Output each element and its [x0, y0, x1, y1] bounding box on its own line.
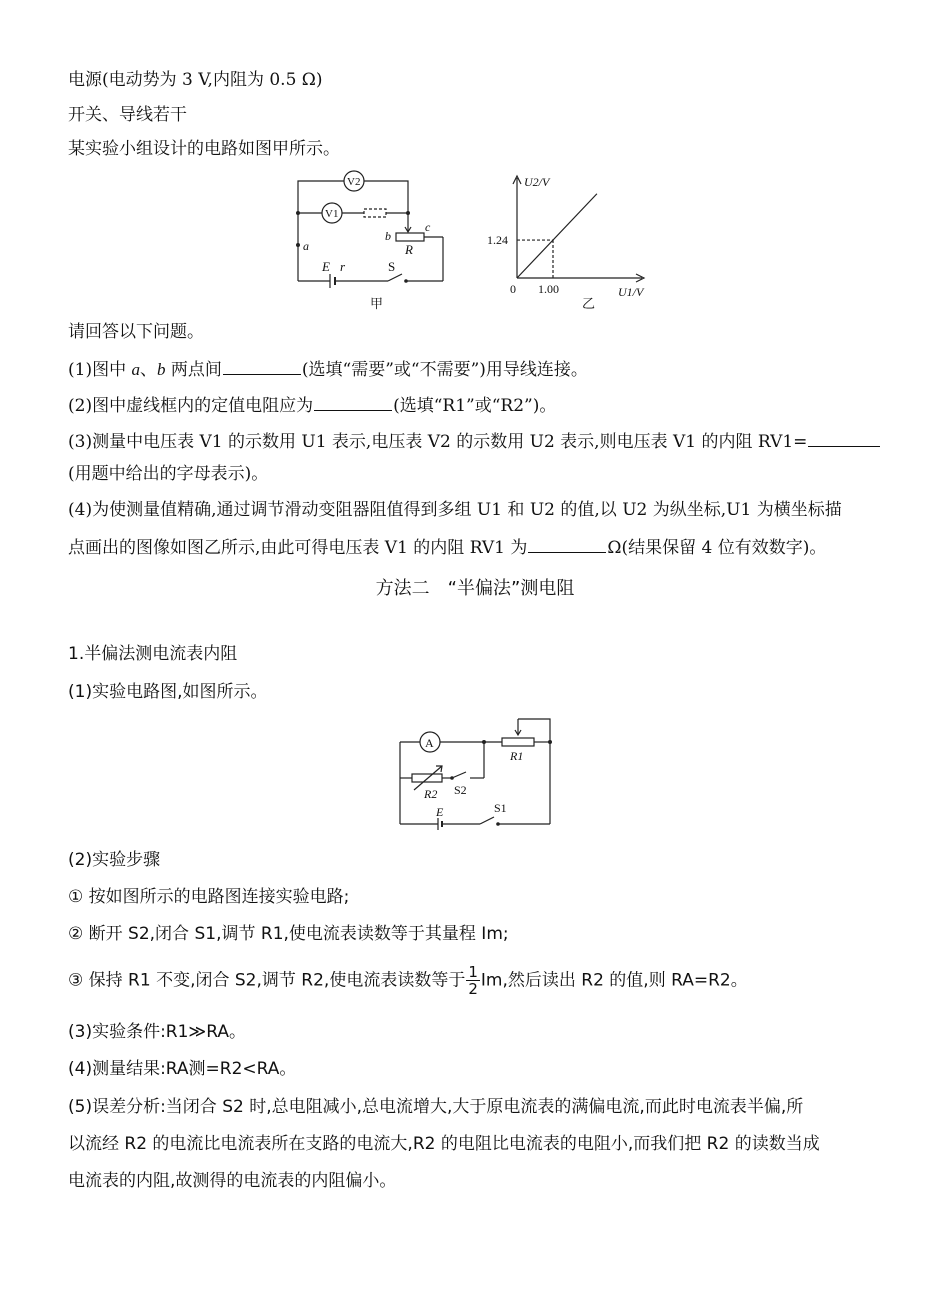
graph-yi — [482, 168, 662, 318]
q1-sep: 、 — [139, 360, 157, 380]
result-line: (4)测量结果:RA测=R2<RA。 — [68, 1059, 297, 1079]
answer-blank-2[interactable] — [314, 392, 392, 411]
question-2 — [68, 392, 556, 418]
step-3-pre: ③ 保持 R1 不变,闭合 S2,调节 R2,使电流表读数等于 — [68, 970, 466, 991]
question-1 — [68, 356, 588, 382]
power-source-line: 电源(电动势为 3 V,内阻为 0.5 Ω) — [68, 70, 323, 90]
q1-tail: (选填“需要”或“不需要”)用导线连接。 — [301, 360, 588, 380]
answer-blank-4[interactable] — [528, 534, 606, 553]
one-half-fraction — [466, 964, 480, 997]
y-axis-label: U2/V — [524, 175, 550, 189]
e-label: E — [436, 805, 444, 819]
question-3-cont: (用题中给出的字母表示)。 — [68, 464, 269, 484]
figure-jia-caption: 甲 — [370, 296, 384, 311]
fraction-numerator: 1 — [468, 963, 478, 981]
y-tick-label: 1.24 — [487, 233, 508, 248]
data-line — [517, 194, 597, 278]
error-analysis-3: 电流表的内阻,故测得的电流表的内阻偏小。 — [68, 1171, 397, 1191]
v1-label: V1 — [325, 208, 339, 220]
q3-line1: (3)测量中电压表 V1 的示数用 U1 表示,电压表 V2 的示数用 U2 表示,则电压表 V1 的内阻 RV1= — [68, 432, 808, 452]
x-axis-label: U1/V — [618, 285, 644, 299]
node-b-label: b — [385, 229, 391, 243]
ammeter-label: A — [425, 736, 434, 750]
r1-label: R1 — [510, 749, 524, 763]
error-analysis-2: 以流经 R2 的电流比电流表所在支路的电流大,R2 的电阻比电流表的电阻小,而我们把 R2 的读数当成 — [68, 1134, 820, 1154]
error-analysis-1: (5)误差分析:当闭合 S2 时,总电阻减小,总电流增大,大于原电流表的满偏电流,而此时电流表半偏,所 — [68, 1097, 804, 1117]
step-3-post: Im,然后读出 R2 的值,则 RA=R2。 — [480, 970, 748, 991]
q4-tail: Ω(结果保留 4 位有效数字)。 — [607, 538, 827, 558]
q2-tail: (选填“R1”或“R2”)。 — [393, 396, 557, 416]
method-2-heading: 1.半偏法测电流表内阻 — [68, 644, 238, 664]
r2-label: R2 — [424, 787, 438, 801]
node-a-label: a — [303, 239, 309, 253]
emf-label: E — [322, 259, 330, 274]
q4-line2: 点画出的图像如图乙所示,由此可得电压表 V1 的内阻 RV1 为 — [68, 538, 528, 558]
switch-wire-line: 开关、导线若干 — [68, 105, 187, 125]
internal-r-label: r — [340, 259, 346, 274]
method-2-title: 方法二 “半偏法”测电阻 — [375, 578, 575, 599]
fraction-denominator: 2 — [468, 980, 478, 998]
q1-pre: (1)图中 — [68, 360, 132, 380]
question-4-cont — [68, 534, 826, 560]
question-3 — [68, 428, 881, 454]
v2-label: V2 — [347, 176, 361, 188]
condition-line: (3)实验条件:R1≫RA。 — [68, 1022, 246, 1042]
step-2: ② 断开 S2,闭合 S1,调节 R1,使电流表读数等于其量程 Im; — [68, 924, 509, 944]
half-deflection-circuit — [390, 712, 560, 832]
s1-label: S1 — [494, 801, 507, 815]
question-4: (4)为使测量值精确,通过调节滑动变阻器阻值得到多组 U1 和 U2 的值,以 U2 为纵坐标,U1 为横坐标描 — [68, 500, 842, 520]
questions-intro: 请回答以下问题。 — [68, 322, 204, 342]
answer-blank-1[interactable] — [223, 356, 301, 375]
origin-label: 0 — [510, 282, 516, 296]
q1-a: a — [131, 360, 140, 379]
circuit-intro-line: 某实验小组设计的电路如图甲所示。 — [68, 139, 340, 159]
step-1: ① 按如图所示的电路图连接实验电路; — [68, 887, 350, 907]
figure-yi-caption: 乙 — [582, 296, 596, 311]
q1-b: b — [156, 360, 166, 379]
answer-blank-3[interactable] — [808, 428, 880, 447]
x-tick-label: 1.00 — [538, 282, 559, 296]
step-3 — [68, 964, 748, 997]
steps-heading: (2)实验步骤 — [68, 850, 161, 870]
rheostat-label: R — [405, 242, 413, 257]
s2-label: S2 — [454, 783, 467, 797]
method-2-circuit-intro: (1)实验电路图,如图所示。 — [68, 682, 268, 702]
switch-label: S — [388, 259, 396, 274]
q1-post: 两点间 — [165, 360, 222, 380]
q2-pre: (2)图中虚线框内的定值电阻应为 — [68, 396, 314, 416]
circuit-diagram-jia — [288, 168, 453, 318]
node-c-label: c — [425, 220, 431, 234]
